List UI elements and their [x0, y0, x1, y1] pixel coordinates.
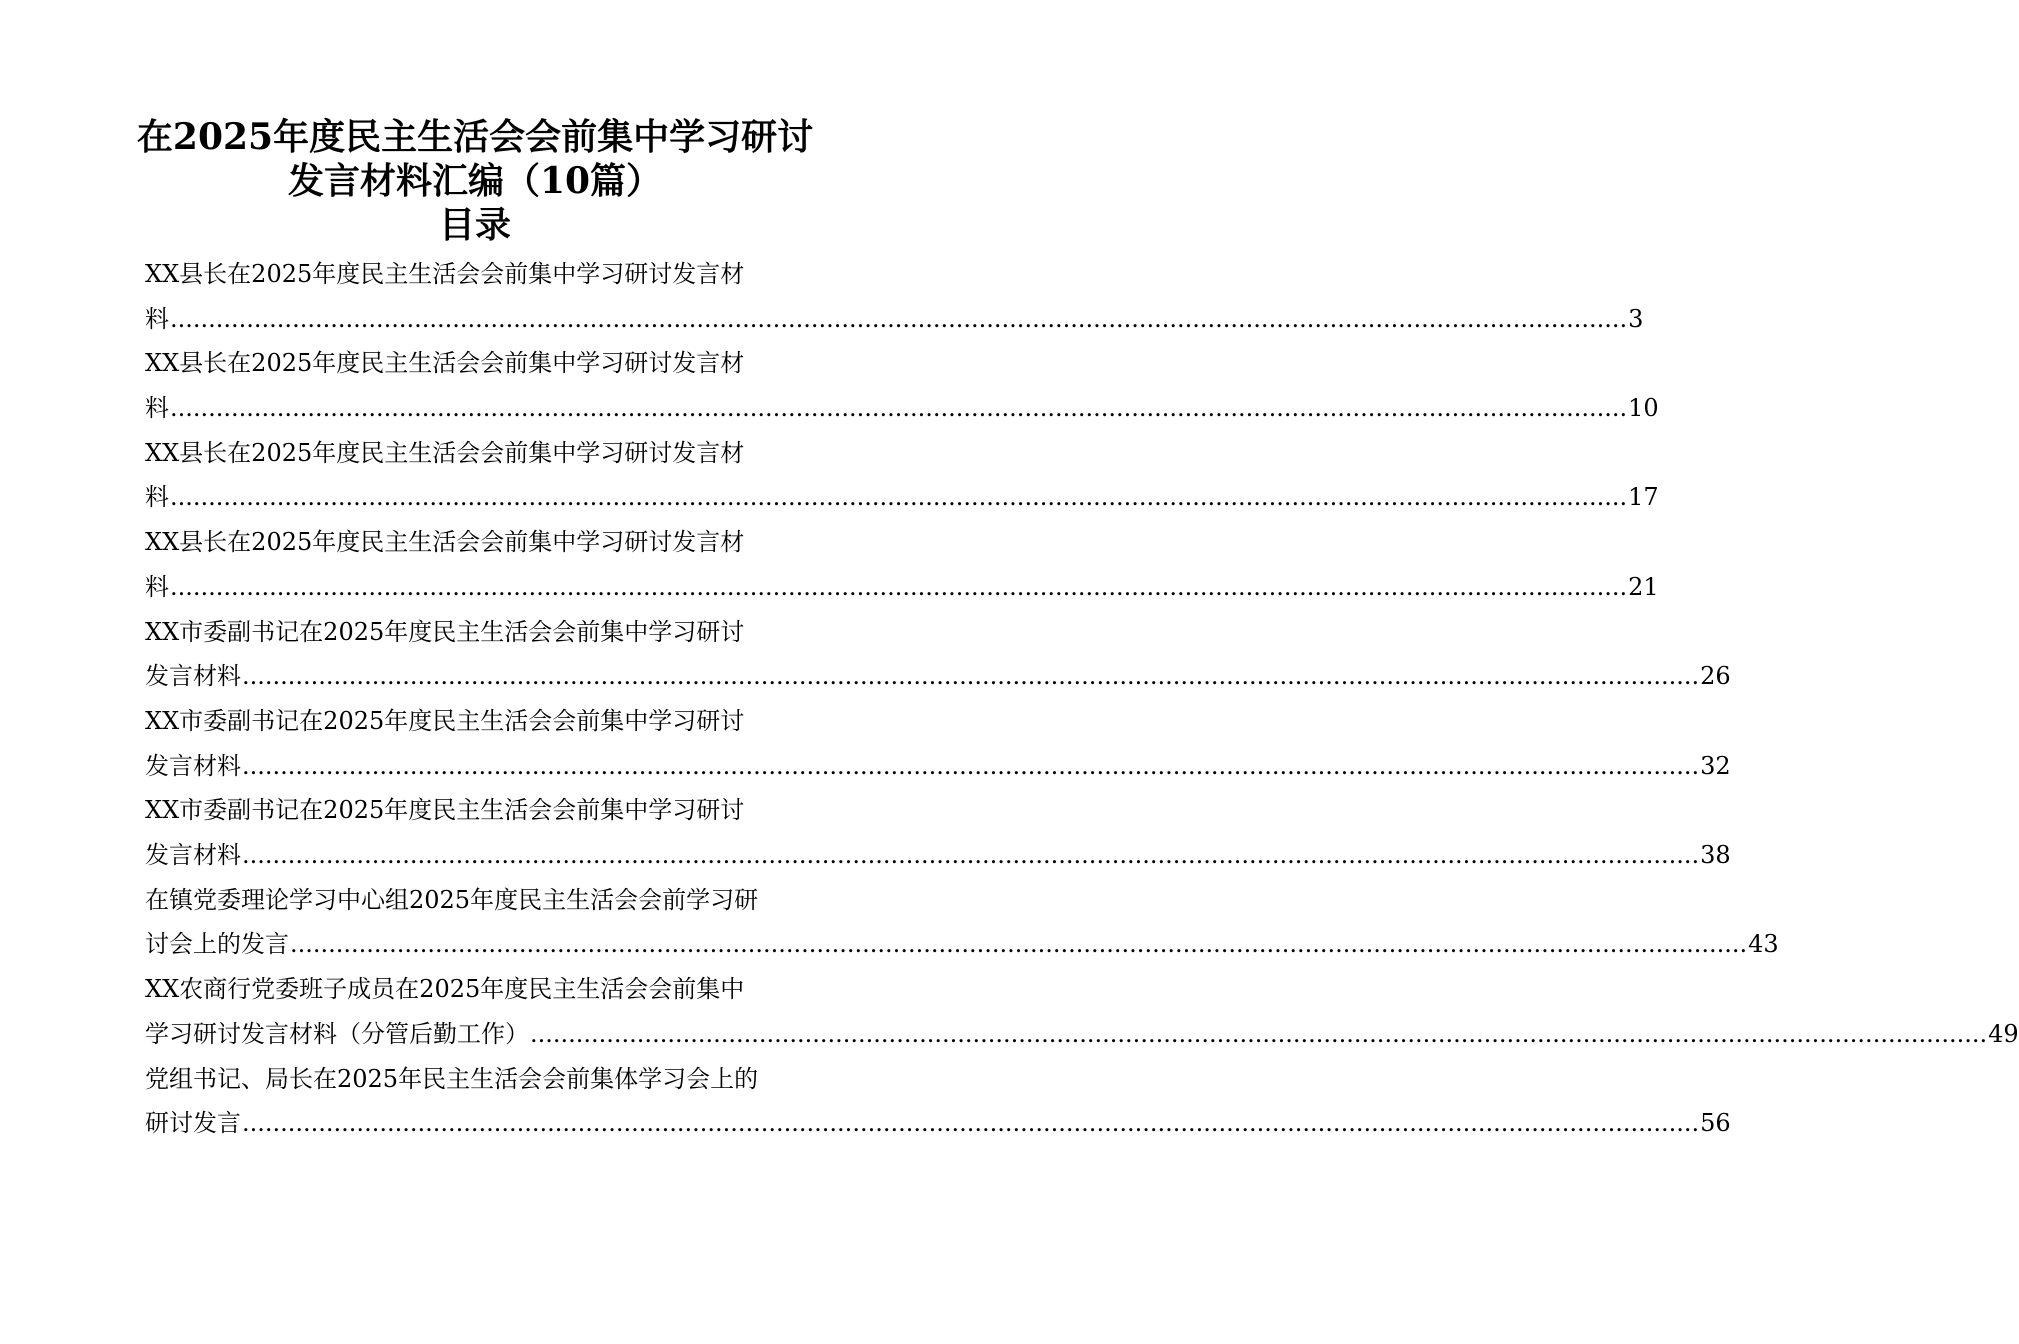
toc-dot-leader: ...............................................................................................................................................................................................	[290, 930, 1748, 959]
toc-entry[interactable]	[145, 967, 2019, 1056]
toc-dot-leader: ...............................................................................................................................................................................................	[170, 572, 1628, 601]
toc-heading: 目录	[438, 204, 511, 246]
toc-entry-title-continued: 发言材料	[145, 662, 241, 691]
toc-page-number: 26	[1700, 662, 1731, 691]
toc-page-number: 21	[1628, 572, 1659, 601]
toc-entry[interactable]	[145, 1057, 1731, 1146]
toc-page-number: 43	[1748, 930, 1779, 959]
toc-page-number: 32	[1700, 751, 1731, 780]
toc-entry-title: XX县长在2025年度民主生活会会前集中学习研讨发言材	[145, 528, 745, 557]
toc-entry[interactable]	[145, 341, 1659, 430]
toc-entry-title-continued: 料	[145, 572, 169, 601]
toc-entry[interactable]	[145, 878, 1779, 967]
toc-page-number: 10	[1628, 394, 1659, 423]
toc-entry-title-continued: 发言材料	[145, 841, 241, 870]
table-of-contents	[145, 252, 2019, 1146]
toc-entry-title: XX市委副书记在2025年度民主生活会会前集中学习研讨	[145, 796, 745, 825]
toc-entry[interactable]	[145, 252, 1644, 341]
document-title-line2: 发言材料汇编（10篇）	[287, 160, 663, 202]
document-title-line1: 在2025年度民主生活会会前集中学习研讨	[136, 116, 814, 158]
toc-dot-leader: ...............................................................................................................................................................................................	[242, 841, 1700, 870]
toc-page-number: 3	[1628, 304, 1644, 333]
toc-dot-leader: ...............................................................................................................................................................................................	[170, 394, 1628, 423]
toc-entry[interactable]	[145, 788, 1731, 877]
toc-entry-title: XX县长在2025年度民主生活会会前集中学习研讨发言材	[145, 438, 745, 467]
toc-dot-leader: ...............................................................................................................................................................................................	[242, 662, 1700, 691]
toc-entry-title: XX农商行党委班子成员在2025年度民主生活会会前集中	[145, 975, 745, 1004]
toc-entry-title-continued: 研讨发言	[145, 1109, 241, 1138]
toc-dot-leader: ...............................................................................................................................................................................................	[170, 304, 1628, 333]
toc-entry-title-continued: 发言材料	[145, 751, 241, 780]
toc-page-number: 56	[1700, 1109, 1731, 1138]
toc-entry-title-continued: 料	[145, 304, 169, 333]
toc-entry[interactable]	[145, 431, 1659, 520]
toc-page-number: 17	[1628, 483, 1659, 512]
toc-entry-title: XX县长在2025年度民主生活会会前集中学习研讨发言材	[145, 260, 745, 288]
toc-dot-leader: ...............................................................................................................................................................................................	[530, 1019, 1988, 1048]
toc-entry[interactable]	[145, 610, 1731, 699]
toc-dot-leader: ...............................................................................................................................................................................................	[242, 751, 1700, 780]
toc-dot-leader: ...............................................................................................................................................................................................	[242, 1109, 1700, 1138]
toc-page-number: 49	[1988, 1019, 2019, 1048]
toc-entry-title: XX市委副书记在2025年度民主生活会会前集中学习研讨	[145, 706, 745, 735]
toc-entry-title: 在镇党委理论学习中心组2025年度民主生活会会前学习研	[145, 885, 759, 914]
toc-entry-title: 党组书记、局长在2025年民主生活会会前集体学习会上的	[145, 1064, 759, 1093]
toc-entry[interactable]	[145, 699, 1731, 788]
toc-entry-title: XX县长在2025年度民主生活会会前集中学习研讨发言材	[145, 349, 745, 378]
toc-entry-title-continued: 料	[145, 394, 169, 423]
toc-entry-title-continued: 讨会上的发言	[145, 930, 289, 959]
toc-entry-title-continued: 学习研讨发言材料（分管后勤工作）	[145, 1019, 529, 1048]
toc-entry[interactable]	[145, 520, 1659, 609]
toc-entry-title: XX市委副书记在2025年度民主生活会会前集中学习研讨	[145, 617, 745, 646]
toc-page-number: 38	[1700, 841, 1731, 870]
toc-dot-leader: ...............................................................................................................................................................................................	[170, 483, 1628, 512]
toc-entry-title-continued: 料	[145, 483, 169, 512]
